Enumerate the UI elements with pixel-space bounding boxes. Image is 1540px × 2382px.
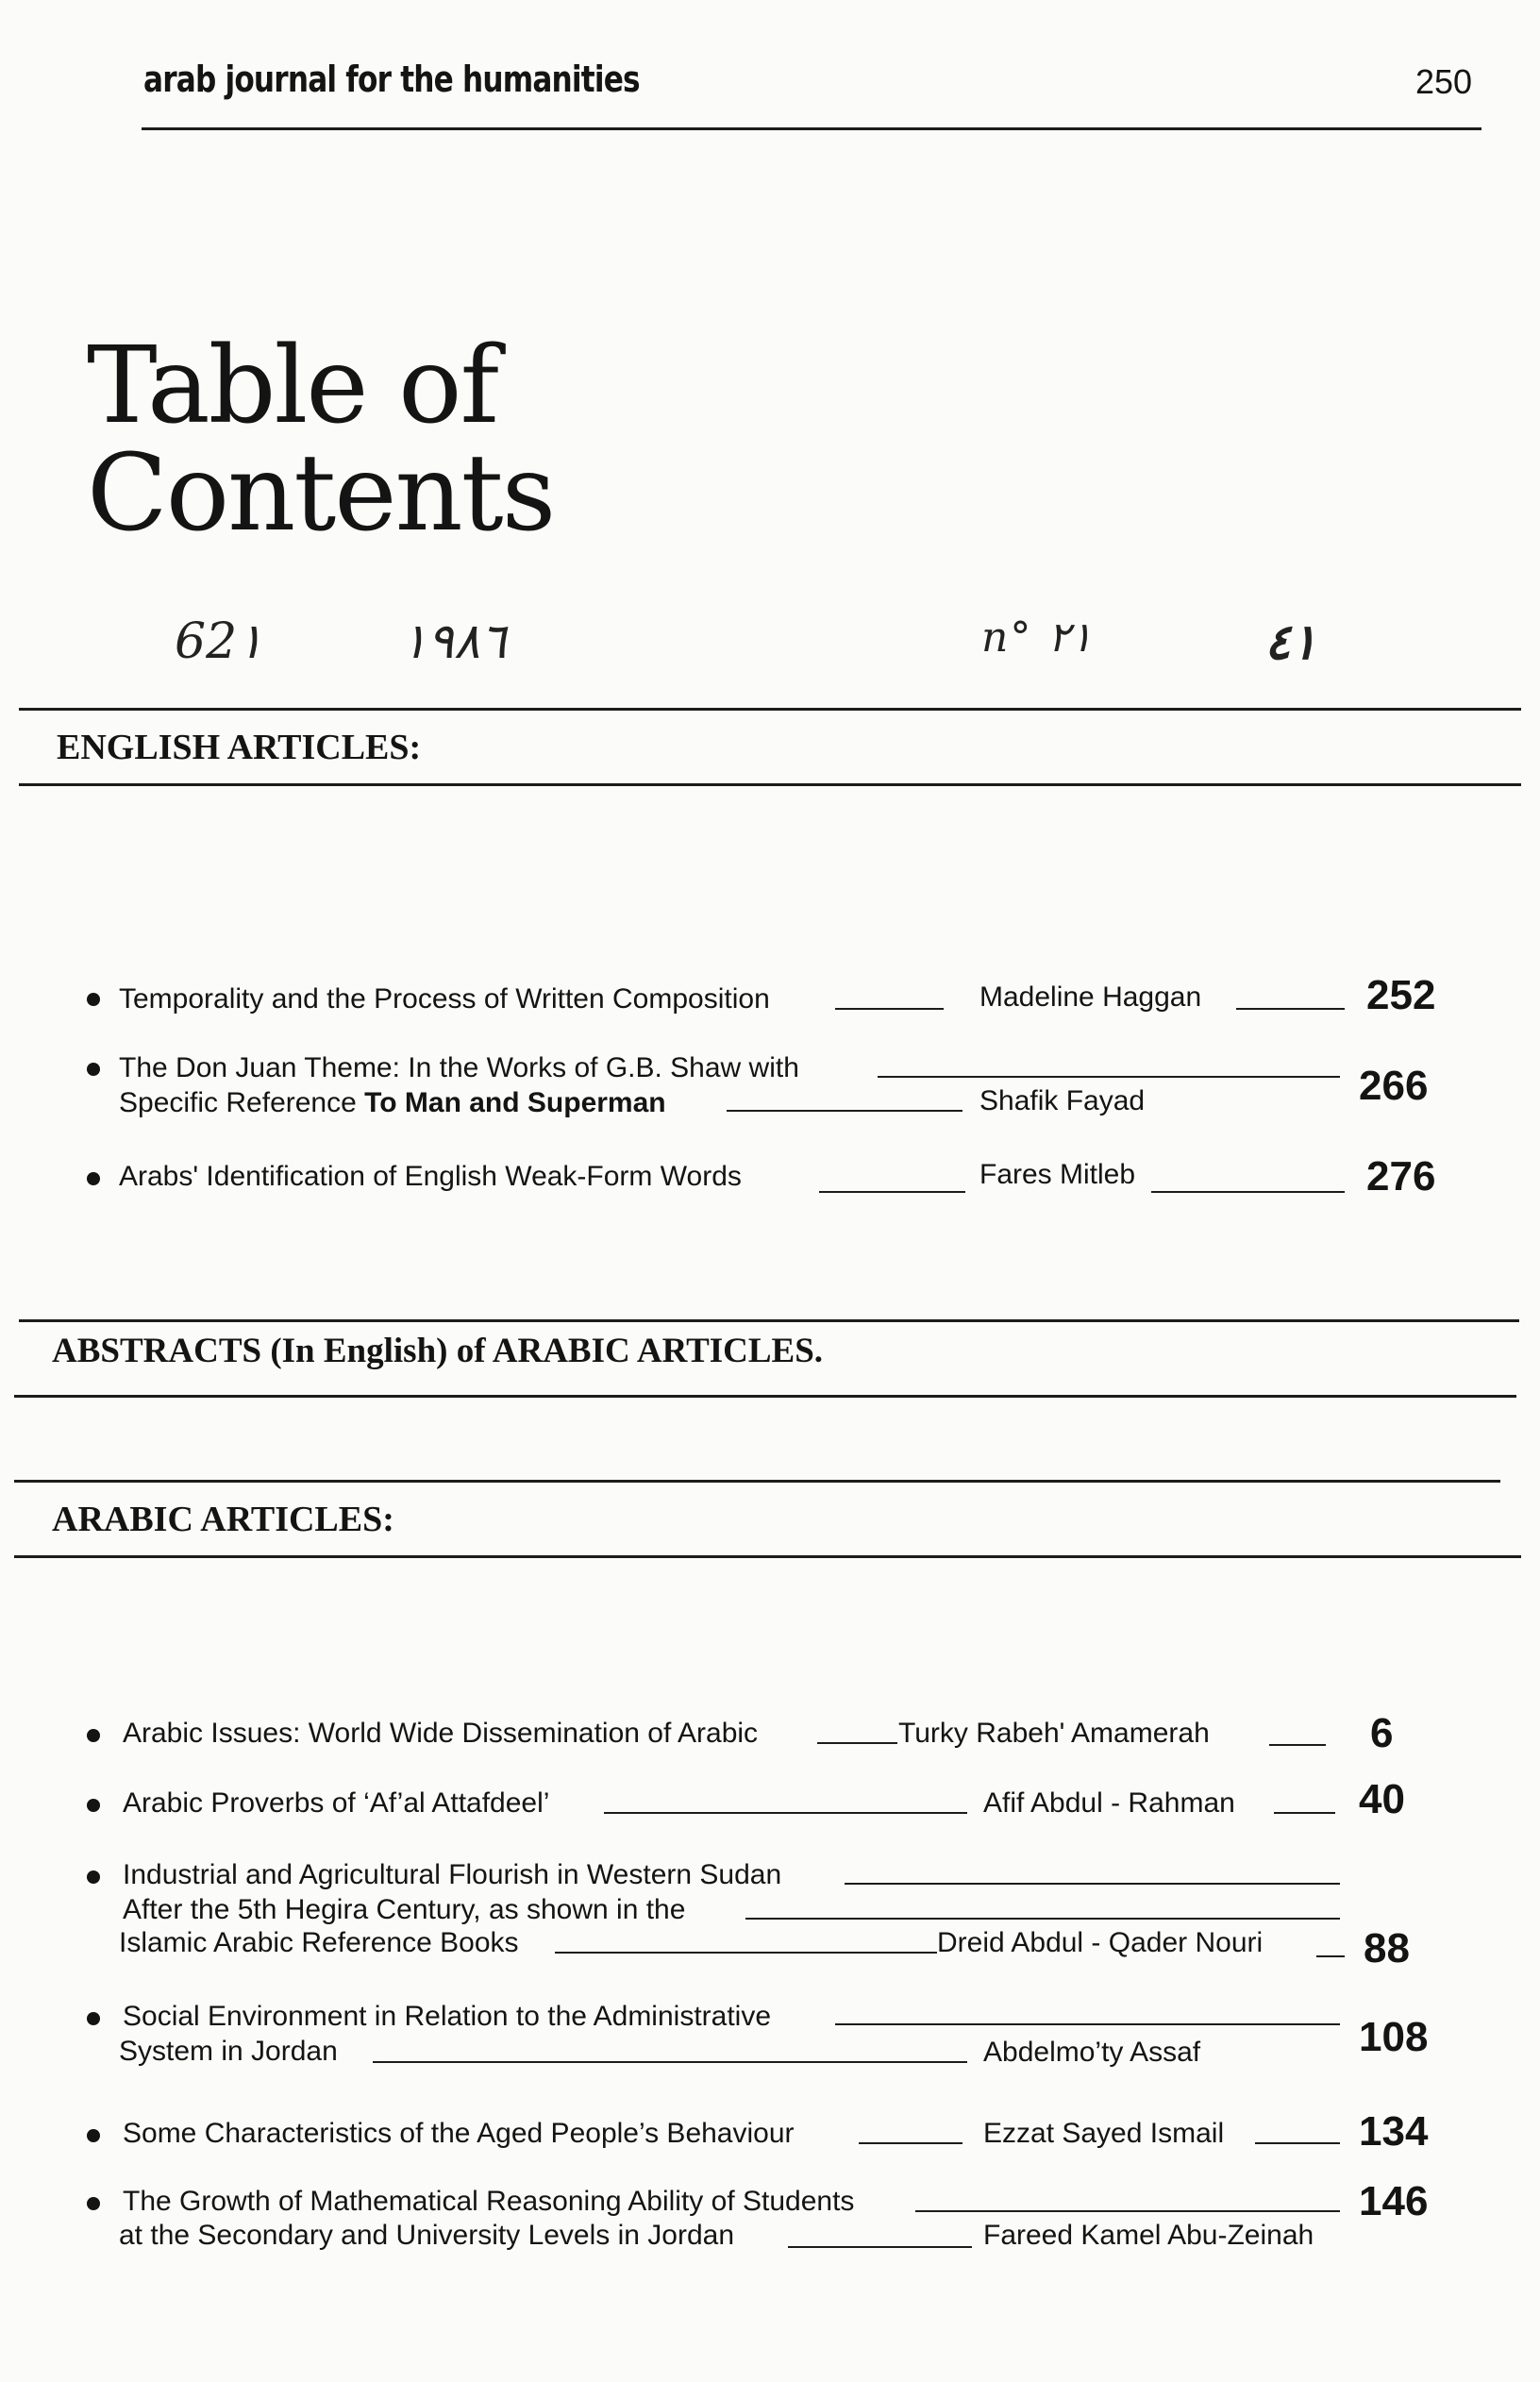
section-rule-top [14, 1480, 1500, 1483]
bullet [87, 1172, 100, 1185]
page-title [87, 325, 555, 555]
section-rule-top [19, 708, 1521, 711]
article-author: Shafik Fayad [979, 1085, 1146, 1116]
handwritten-note-1: 62١ [175, 613, 264, 670]
article-author: Afif Abdul - Rahman [983, 1787, 1235, 1819]
section-english-articles: ENGLISH ARTICLES: [57, 728, 422, 767]
leader-line [915, 2210, 1340, 2212]
article-page: 266 [1359, 1063, 1429, 1109]
section-arabic-articles: ARABIC ARTICLES: [52, 1500, 394, 1539]
article-title: Arabic Issues: World Wide Dissemination of Arabic [123, 1718, 759, 1749]
article-page: 108 [1359, 2014, 1429, 2060]
article-page: 88 [1364, 1925, 1410, 1971]
bullet [87, 1729, 100, 1742]
journal-title: arab journal for the humanities [143, 59, 640, 100]
section-rule-bottom [14, 1395, 1516, 1398]
section-rule-top [19, 1319, 1519, 1322]
article-author: Fareed Kamel Abu-Zeinah [983, 2220, 1314, 2251]
article-title-line-2 [119, 1085, 666, 1120]
bullet [87, 993, 100, 1006]
section-rule-bottom [14, 1555, 1521, 1558]
article-author: Abdelmo’ty Assaf [983, 2037, 1201, 2068]
handwritten-note-4: ٤١ [1264, 613, 1317, 671]
article-page: 6 [1370, 1710, 1394, 1756]
article-title-line-2: System in Jordan [119, 2036, 338, 2067]
article-author: Fares Mitleb [979, 1159, 1136, 1190]
article-author: Turky Rabeh' Amamerah [898, 1718, 1210, 1749]
bullet [87, 2012, 100, 2025]
leader-line [819, 1191, 965, 1193]
leader-line [817, 1742, 897, 1744]
leader-line [788, 2246, 972, 2248]
article-page: 134 [1359, 2108, 1429, 2155]
leader-line [1274, 1812, 1335, 1814]
article-title-line-1: Industrial and Agricultural Flourish in Western Sudan [123, 1859, 782, 1890]
bullet [87, 1799, 100, 1812]
article-title-line-2: After the 5th Hegira Century, as shown in the [123, 1894, 686, 1925]
article-title: Arabs' Identification of English Weak-Form Words [119, 1161, 742, 1192]
leader-line [845, 1883, 1340, 1885]
leader-line [727, 1110, 962, 1112]
leader-line [604, 1812, 967, 1814]
leader-line [859, 2142, 962, 2144]
article-title-line-1: Social Environment in Relation to the Administrative [123, 2001, 772, 2032]
bullet [87, 2197, 100, 2210]
page-number: 250 [1415, 62, 1473, 101]
section-rule-bottom [19, 783, 1521, 786]
leader-line [745, 1918, 1340, 1920]
article-title: Arabic Proverbs of ‘Af’al Attafdeel’ [123, 1787, 550, 1819]
article-title: Temporality and the Process of Written Composition [119, 983, 770, 1015]
bullet [87, 2129, 100, 2142]
bullet [87, 1870, 100, 1884]
article-page: 146 [1359, 2178, 1429, 2224]
title-line-2: Contents [87, 432, 555, 555]
article-author: Madeline Haggan [979, 981, 1202, 1013]
header-rule [142, 127, 1481, 130]
bullet [87, 1063, 100, 1076]
leader-line [1316, 1955, 1345, 1957]
article-author: Dreid Abdul - Qader Nouri [937, 1927, 1264, 1958]
leader-line [1255, 2142, 1340, 2144]
leader-line [835, 1008, 944, 1010]
article-title-line-1: The Growth of Mathematical Reasoning Ability of Students [123, 2186, 855, 2217]
article-title-line-1: The Don Juan Theme: In the Works of G.B. Shaw with [119, 1052, 799, 1083]
leader-line [1269, 1744, 1326, 1746]
leader-line [555, 1952, 937, 1954]
handwritten-note-3: n° ٢١ [981, 613, 1093, 662]
article-page: 40 [1359, 1776, 1405, 1822]
leader-line [835, 2023, 1340, 2025]
leader-line [878, 1076, 1340, 1078]
handwritten-note-2: ١٩٨٦ [401, 613, 507, 670]
article-title-line-2: at the Secondary and University Levels in Jordan [119, 2220, 735, 2251]
title-line-1: Table of [87, 325, 498, 447]
article-page: 276 [1366, 1153, 1436, 1199]
leader-line [1151, 1191, 1345, 1193]
article-page: 252 [1366, 972, 1436, 1018]
article-author: Ezzat Sayed Ismail [983, 2118, 1225, 2149]
title-text: Specific Reference [119, 1087, 365, 1118]
leader-line [373, 2061, 967, 2063]
article-title-line-3: Islamic Arabic Reference Books [119, 1927, 519, 1958]
article-title: Some Characteristics of the Aged People’s Behaviour [123, 2118, 795, 2149]
section-abstracts: ABSTRACTS (In English) of ARABIC ARTICLES. [52, 1332, 824, 1370]
title-emphasis: To Man and Superman [364, 1087, 666, 1118]
leader-line [1236, 1008, 1345, 1010]
